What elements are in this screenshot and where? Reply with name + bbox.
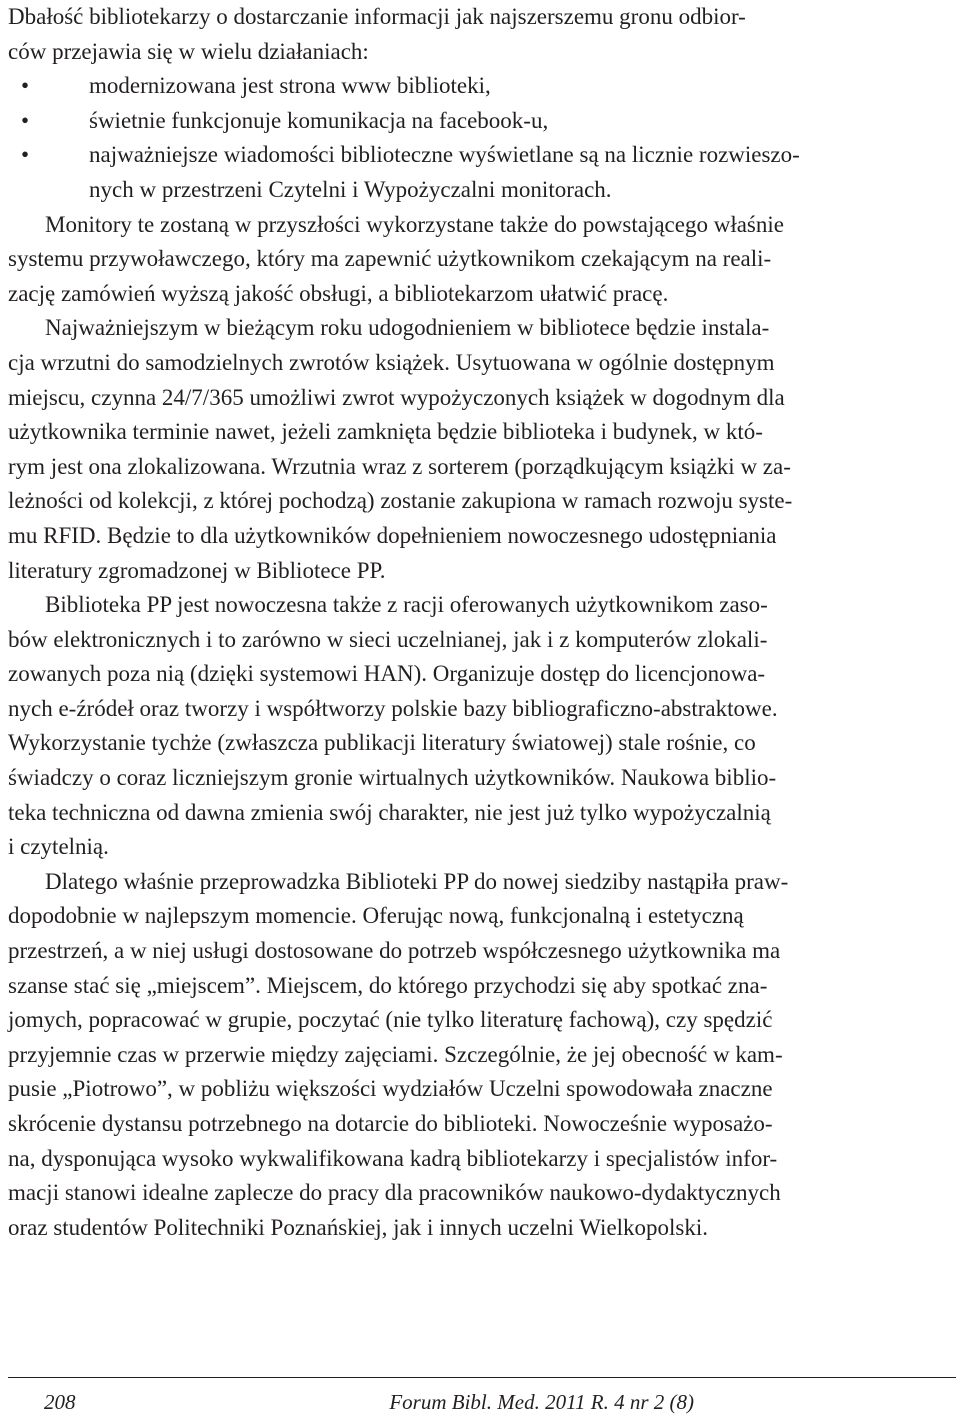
text-line bbox=[8, 726, 956, 761]
footer-journal-citation: Forum Bibl. Med. 2011 R. 4 nr 2 (8) bbox=[389, 1390, 694, 1414]
text-line bbox=[8, 242, 956, 277]
line-text: systemu przywoławczego, który ma zapewnić użytkownikom czekającym na reali- bbox=[8, 246, 772, 272]
paragraph bbox=[8, 311, 956, 588]
line-text: nych e-źródeł oraz tworzy i współtworzy polskie bazy bibliograficzno-abstraktowe. bbox=[8, 695, 778, 721]
line-text: szanse stać się „miejscem”. Miejscem, do którego przychodzi się aby spotkać zna- bbox=[8, 972, 768, 998]
line-text: nych w przestrzeni Czytelni i Wypożyczalni monitorach. bbox=[89, 176, 612, 202]
text-line bbox=[8, 657, 956, 692]
bullet-icon: • bbox=[21, 107, 30, 133]
paragraph bbox=[8, 208, 956, 312]
footer-page-number: 208 bbox=[44, 1390, 76, 1414]
text-line bbox=[8, 969, 956, 1004]
text-line bbox=[8, 35, 956, 70]
line-text: bów elektronicznych i to zarówno w sieci uczelnianej, jak i z komputerów zlokali- bbox=[8, 626, 768, 652]
paragraph bbox=[8, 0, 956, 69]
line-text: i czytelnią. bbox=[8, 834, 109, 860]
text-line bbox=[8, 208, 956, 243]
text-line bbox=[8, 1107, 956, 1142]
text-line bbox=[8, 899, 956, 934]
text-line bbox=[8, 796, 956, 831]
line-text: na, dysponująca wysoko wykwalifikowana kadrą bibliotekarzy i specjalistów infor- bbox=[8, 1145, 778, 1171]
text-line bbox=[8, 277, 956, 312]
line-text: Wykorzystanie tychże (zwłaszcza publikacji literatury światowej) stale rośnie, co bbox=[8, 730, 756, 756]
line-text: macji stanowi idealne zaplecze do pracy dla pracowników naukowo-dydaktycznych bbox=[8, 1180, 781, 1206]
line-text: ców przejawia się w wielu działaniach: bbox=[8, 38, 369, 64]
text-line bbox=[8, 830, 956, 865]
line-text: cja wrzutni do samodzielnych zwrotów książek. Usytuowana w ogólnie dostępnym bbox=[8, 349, 775, 375]
text-line bbox=[8, 311, 956, 346]
document-body bbox=[8, 0, 956, 1245]
text-line bbox=[8, 104, 956, 139]
line-text: Biblioteka PP jest nowoczesna także z racji oferowanych użytkownikom zaso- bbox=[45, 592, 768, 618]
line-text: Najważniejszym w bieżącym roku udogodnieniem w bibliotece będzie instala- bbox=[45, 315, 770, 341]
line-text: zowanych poza nią (dzięki systemowi HAN). Organizuje dostęp do licencjonowa- bbox=[8, 661, 766, 687]
text-line bbox=[8, 484, 956, 519]
bullet-list-item bbox=[8, 104, 956, 139]
line-text: literatury zgromadzonej w Bibliotece PP. bbox=[8, 557, 386, 583]
line-text: modernizowana jest strona www biblioteki, bbox=[89, 73, 491, 99]
text-line bbox=[8, 554, 956, 589]
line-text: najważniejsze wiadomości biblioteczne wyświetlane są na licznie rozwieszo- bbox=[89, 142, 800, 168]
text-line bbox=[8, 865, 956, 900]
line-text: teka techniczna od dawna zmienia swój charakter, nie jest już tylko wypożyczalnią bbox=[8, 799, 771, 825]
text-line bbox=[8, 761, 956, 796]
footer-divider bbox=[8, 1377, 956, 1378]
line-text: jomych, popracować w grupie, poczytać (nie tylko literaturę fachową), czy spędzić bbox=[8, 1007, 773, 1033]
line-text: skrócenie dystansu potrzebnego na dotarcie do biblioteki. Nowocześnie wyposażo- bbox=[8, 1111, 773, 1136]
text-line bbox=[8, 69, 956, 104]
line-text: miejscu, czynna 24/7/365 umożliwi zwrot wypożyczonych książek w dogodnym dla bbox=[8, 384, 785, 410]
bullet-icon: • bbox=[21, 73, 30, 99]
text-line bbox=[8, 692, 956, 727]
line-text: oraz studentów Politechniki Poznańskiej, jak i innych uczelni Wielkopolski. bbox=[8, 1214, 709, 1240]
text-line bbox=[8, 0, 956, 35]
line-text: użytkownika terminie nawet, jeżeli zamknięta będzie biblioteka i budynek, w któ- bbox=[8, 419, 763, 445]
text-line bbox=[8, 1211, 956, 1246]
text-line bbox=[8, 1038, 956, 1073]
line-text: świetnie funkcjonuje komunikacja na facebook-u, bbox=[89, 107, 549, 133]
text-line bbox=[8, 415, 956, 450]
text-line bbox=[8, 173, 956, 208]
paragraph bbox=[8, 865, 956, 1246]
line-text: mu RFID. Będzie to dla użytkowników dopełnieniem nowoczesnego udostępniania bbox=[8, 522, 777, 548]
line-text: leżności od kolekcji, z której pochodzą) zostanie zakupiona w ramach rozwoju syste- bbox=[8, 488, 793, 514]
text-line bbox=[8, 381, 956, 416]
bullet-list bbox=[8, 69, 956, 207]
text-line bbox=[8, 934, 956, 969]
line-text: świadczy o coraz liczniejszym gronie wirtualnych użytkowników. Naukowa biblio- bbox=[8, 765, 777, 791]
line-text: zację zamówień wyższą jakość obsługi, a bibliotekarzom ułatwić pracę. bbox=[8, 280, 669, 306]
line-text: przestrzeń, a w niej usługi dostosowane do potrzeb współczesnego użytkownika ma bbox=[8, 938, 781, 964]
line-text: rym jest ona zlokalizowana. Wrzutnia wraz z sorterem (porządkującym książki w za- bbox=[8, 453, 791, 479]
line-text: dopodobnie w najlepszym momencie. Oferując nową, funkcjonalną i estetyczną bbox=[8, 903, 744, 929]
bullet-icon: • bbox=[21, 142, 30, 168]
paragraph bbox=[8, 588, 956, 865]
bullet-list-item bbox=[8, 69, 956, 104]
line-text: przyjemnie czas w przerwie między zajęciami. Szczególnie, że jej obecność w kam- bbox=[8, 1041, 783, 1067]
text-line bbox=[8, 519, 956, 554]
text-line bbox=[8, 588, 956, 623]
line-text: Dbałość bibliotekarzy o dostarczanie informacji jak najszerszemu gronu odbior- bbox=[8, 4, 746, 29]
text-line bbox=[8, 450, 956, 485]
text-line bbox=[8, 138, 956, 173]
line-text: Dlatego właśnie przeprowadzka Biblioteki PP do nowej siedziby nastąpiła praw- bbox=[45, 868, 789, 894]
text-line bbox=[8, 1072, 956, 1107]
text-line bbox=[8, 1003, 956, 1038]
bullet-list-item bbox=[8, 138, 956, 207]
text-line bbox=[8, 623, 956, 658]
line-text: pusie „Piotrowo”, w pobliżu większości wydziałów Uczelni spowodowała znaczne bbox=[8, 1076, 773, 1102]
text-line bbox=[8, 1176, 956, 1211]
text-line bbox=[8, 1142, 956, 1177]
line-text: Monitory te zostaną w przyszłości wykorzystane także do powstającego właśnie bbox=[45, 211, 784, 237]
text-line bbox=[8, 346, 956, 381]
